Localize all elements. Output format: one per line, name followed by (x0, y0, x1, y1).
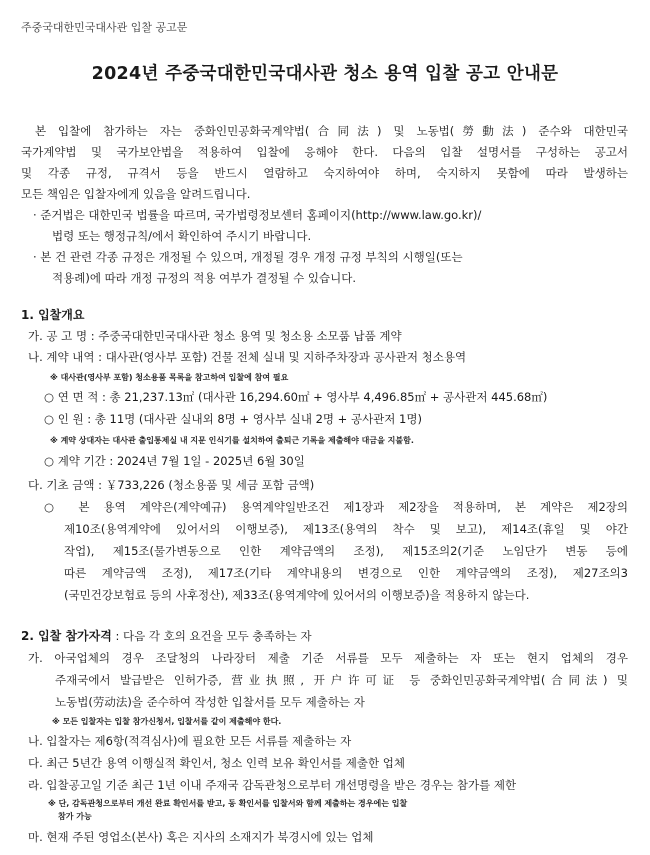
intro-bullet-2-line-1: · 본 건 관련 각종 규정은 개정될 수 있으며, 개정될 경우 개정 규정 부칙의 시행일(또는 (33, 250, 463, 264)
section-1-item-da: 다. 기초 금액 : ￥733,226 (청소용품 및 세금 포함 금액) (28, 478, 315, 492)
section-1-item-na: 나. 계약 내역 : 대사관(영사부 포함) 건물 전체 실내 및 지하주차장과 공사관저 청소용역 (28, 350, 467, 364)
section-1-rule-line-1: ○ 본 용역 계약은(계약예규) 용역계약일반조건 제1장과 제2장을 적용하며, 본 계약은 제2장의 (44, 500, 628, 514)
section-2-item-na: 나. 입찰자는 제6항(적격심사)에 필요한 모든 서류를 제출하는 자 (28, 734, 352, 748)
section-2-note-ra-line-2: 참가 가능 (58, 812, 92, 821)
section-1-rule-line-3: 작업), 제15조(물가변동으로 인한 계약금액의 조정), 제15조의2(기준 노임단가 변동 등에 (64, 544, 628, 558)
intro-line-2: 국가계약법 및 국가보안법을 적용하여 입찰에 응해야 한다. 다음의 입찰 설명서를 구성하는 공고서 (21, 145, 628, 159)
section-1-rule-line-4: 따른 계약금액 조정), 제17조(기타 계약내용의 변경으로 인한 계약금액의 조정), 제27조의3 (64, 566, 628, 580)
section-2-note-ra-line-1: ※ 단, 감독관청으로부터 개선 완료 확인서를 받고, 동 확인서를 입찰서와 함께 제출하는 경우에는 입찰 (48, 799, 408, 808)
section-1-staff: ○ 인 원 : 총 11명 (대사관 실내외 8명 + 영사부 실내 2명 + 공사관저 1명) (44, 412, 422, 426)
section-2-item-ga-line-3: 노동법(劳动法)을 준수하여 작성한 입찰서를 모두 제출하는 자 (55, 695, 365, 709)
section-2-item-ma: 마. 현재 주된 영업소(본사) 혹은 지사의 소재지가 북경시에 있는 업체 (28, 830, 374, 844)
intro-bullet-1-line-1: · 준거법은 대한민국 법률을 따르며, 국가법령정보센터 홈페이지(http://www.law.go.kr)/ (33, 208, 482, 222)
section-1-note-1: ※ 대사관(영사부 포함) 청소용품 목록을 참고하여 입찰에 참여 필요 (50, 373, 289, 382)
intro-line-4: 모든 책임은 입찰자에게 있음을 알려드립니다. (21, 187, 251, 201)
section-1-area: ○ 연 면 적 : 총 21,237.13㎡ (대사관 16,294.60㎡ + 영사부 4,496.85㎡ + 공사관저 445.68㎡) (44, 390, 548, 404)
section-1-rule-line-2: 제10조(용역계약에 있어서의 이행보증), 제13조(용역의 착수 및 보고), 제14조(휴일 및 야간 (64, 522, 628, 536)
intro-line-1: 본 입찰에 참가하는 자는 중화인민공화국계약법(合同法) 및 노동법(勞動法) 준수와 대한민국 (35, 124, 628, 138)
section-1-rule-line-5: (국민건강보험료 등의 사후정산), 제33조(용역계약에 있어서의 이행보증)을 적용하지 않는다. (64, 588, 530, 602)
intro-line-3: 및 각종 규정, 규격서 등을 반드시 열람하고 숙지하여야 하며, 숙지하지 못함에 따라 발생하는 (21, 166, 628, 180)
section-1-heading: 1. 입찰개요 (21, 308, 85, 322)
section-2-heading-row (21, 628, 312, 644)
section-1-period: ○ 계약 기간 : 2024년 7월 1일 - 2025년 6월 30일 (44, 454, 305, 468)
section-2-item-ga-line-2: 주재국에서 발급받은 인허가증, 营业执照, 开户许可证 등 중화인민공화국계약법(合同法) 및 (55, 673, 628, 687)
document-header: 주중국대한민국대사관 입찰 공고문 (21, 21, 188, 34)
section-2-item-ga-line-1: 가. 아국업체의 경우 조달청의 나라장터 제출 기준 서류를 모두 제출하는 자 또는 현지 업체의 경우 (28, 651, 628, 665)
section-2-heading: 2. 입찰 참가자격 (21, 629, 112, 643)
section-1-item-ga: 가. 공 고 명 : 주중국대한민국대사관 청소 용역 및 청소용 소모품 납품 계약 (28, 329, 402, 343)
intro-bullet-2-line-2: 적용례)에 따라 개정 규정의 적용 여부가 결정될 수 있습니다. (52, 271, 356, 285)
document-title: 2024년 주중국대한민국대사관 청소 용역 입찰 공고 안내문 (91, 64, 559, 84)
section-2-note-ga: ※ 모든 입찰자는 입찰 참가신청서, 입찰서를 같이 제출해야 한다. (52, 717, 282, 726)
section-1-note-2: ※ 계약 상대자는 대사관 출입통제실 내 지문 인식기를 설치하여 출퇴근 기록을 제출해야 대금을 지불함. (50, 436, 414, 445)
section-2-heading-rest: : 다음 각 호의 요건을 모두 충족하는 자 (111, 629, 312, 643)
section-2-item-da: 다. 최근 5년간 용역 이행실적 확인서, 청소 인력 보유 확인서를 제출한 업체 (28, 756, 405, 770)
section-2-item-ra: 라. 입찰공고일 기준 최근 1년 이내 주재국 감독관청으로부터 개선명령을 받은 경우는 참가를 제한 (28, 778, 517, 792)
intro-bullet-1-line-2: 법령 또는 행정규칙/에서 확인하여 주시기 바랍니다. (52, 229, 312, 243)
